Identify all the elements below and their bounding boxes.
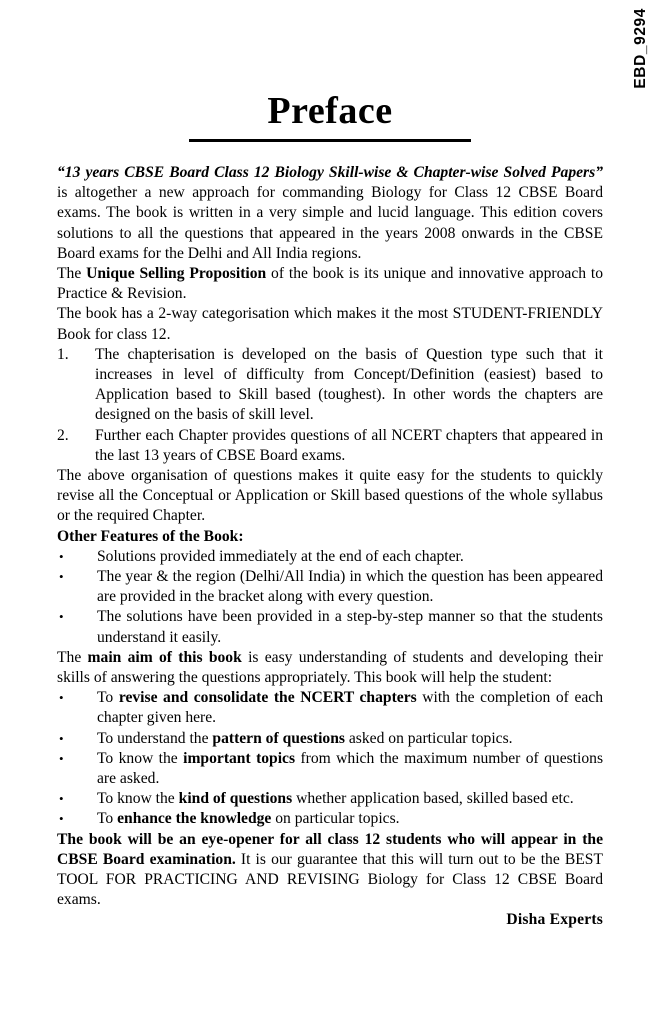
main-aim-emphasis: main aim of this book — [87, 648, 242, 666]
other-features-heading: Other Features of the Book: — [57, 527, 244, 545]
list-item-prefix: To — [97, 689, 119, 707]
list-item-text: The chapterisation is developed on the basis of Question type such that it increases in level of difficulty from Concept/Definition (easiest) based to Application based to Skill based (toughest). In other words the chapters are designed on the basis of skill level. — [95, 345, 603, 424]
list-item-marker: 2. — [57, 426, 69, 444]
side-edge-code-text: EBD_9294 — [632, 8, 650, 89]
bullet-icon: • — [59, 568, 64, 584]
intro-paragraph — [57, 163, 603, 264]
main-aim-prefix: The — [57, 648, 88, 666]
preface-page — [57, 0, 603, 1020]
help-bullet-list — [57, 688, 603, 829]
list-item-text — [97, 789, 603, 809]
list-item-text: Further each Chapter provides questions of all NCERT chapters that appeared in the last 13 years of CBSE Board exams. — [95, 426, 603, 464]
list-item — [57, 607, 603, 647]
side-edge-code — [628, 8, 654, 118]
bullet-icon: • — [59, 548, 64, 564]
list-item — [57, 789, 603, 809]
list-item-suffix: on particular topics. — [271, 810, 400, 828]
list-item — [57, 567, 603, 607]
list-item-text — [97, 809, 603, 829]
bullet-icon: • — [59, 690, 64, 706]
usp-suffix: of the book is its unique and innovative approach to Practice & Revision. — [57, 264, 604, 303]
list-item — [57, 809, 603, 829]
usp-prefix: The — [57, 264, 87, 282]
list-item-text: Solutions provided immediately at the end of each chapter. — [97, 547, 464, 565]
list-item-text: The year & the region (Delhi/All India) in which the question has been appeared are provided in the bracket along with every question. — [97, 567, 603, 606]
bullet-icon: • — [59, 750, 64, 766]
list-item — [57, 729, 603, 749]
intro-paragraph-rest: is altogether a new approach for commanding Biology for Class 12 CBSE Board exams. The book is written in a very simple and lucid language. This edition covers solutions to all the questions that appeared in the years 2008 onwards in the CBSE Board exams for the Delhi and All India regions. — [57, 184, 603, 262]
list-item-suffix: from which the maximum number of questions are asked. — [97, 749, 604, 787]
list-item-marker: 1. — [57, 345, 69, 363]
list-item — [57, 688, 603, 728]
two-way-paragraph: The book has a 2-way categorisation which makes it the most STUDENT-FRIENDLY Book for class 12. — [57, 305, 603, 343]
page-title: Preface — [267, 90, 393, 132]
book-title-emphasis: “13 years CBSE Board Class 12 Biology Skill-wise & Chapter-wise Solved Papers” — [57, 163, 603, 181]
list-item-emphasis: kind of questions — [178, 790, 293, 808]
above-organisation-paragraph: The above organisation of questions makes it quite easy for the students to quickly revise all the Conceptual or Application or Skill based questions of the whole syllabus or the required Chapter. — [57, 466, 603, 525]
list-item-suffix: whether application based, skilled based etc. — [292, 790, 574, 808]
list-item — [57, 749, 603, 789]
list-item-text: The solutions have been provided in a step-by-step manner so that the students understand it easily. — [97, 608, 603, 646]
closing-paragraph — [57, 830, 603, 911]
main-aim-paragraph — [57, 648, 603, 688]
bullet-icon: • — [59, 811, 64, 827]
list-item — [57, 345, 603, 426]
list-item — [57, 547, 603, 567]
numbered-list — [57, 345, 603, 466]
list-item-prefix: To — [97, 810, 118, 828]
list-item-text — [97, 749, 603, 789]
list-item-prefix: To understand the — [97, 729, 213, 747]
list-item-emphasis: pattern of questions — [212, 729, 345, 747]
usp-emphasis: Unique Selling Proposition — [86, 264, 267, 282]
list-item-prefix: To know the — [97, 790, 179, 808]
bullet-icon: • — [59, 730, 64, 746]
list-item-text — [97, 688, 603, 728]
list-item-emphasis: important topics — [183, 749, 296, 767]
list-item-emphasis: revise and consolidate the NCERT chapters — [118, 689, 417, 707]
usp-paragraph — [57, 264, 603, 304]
title-underline-rule — [189, 139, 471, 142]
list-item-suffix: asked on particular topics. — [344, 729, 513, 747]
list-item — [57, 426, 603, 466]
page-title-block — [57, 92, 603, 142]
list-item-prefix: To know the — [97, 749, 184, 767]
closing-emphasis: The book will be an eye-opener for all class 12 students who will appear in the CBSE Board examination. — [57, 830, 603, 868]
signature: Disha Experts — [506, 911, 603, 929]
list-item-text — [97, 729, 603, 749]
closing-rest: It is our guarantee that this will turn out to be the BEST TOOL FOR PRACTICING AND REVISING Biology for Class 12 CBSE Board exams. — [57, 850, 603, 909]
feature-bullet-list — [57, 547, 603, 648]
list-item-emphasis: enhance the knowledge — [117, 810, 272, 828]
bullet-icon: • — [59, 609, 64, 625]
preface-body — [57, 163, 603, 931]
list-item-suffix: with the completion of each chapter given here. — [97, 689, 603, 727]
bullet-icon: • — [59, 791, 64, 807]
main-aim-suffix: is easy understanding of students and developing their skills of answering the questions appropriately. This book will help the student: — [57, 648, 603, 686]
